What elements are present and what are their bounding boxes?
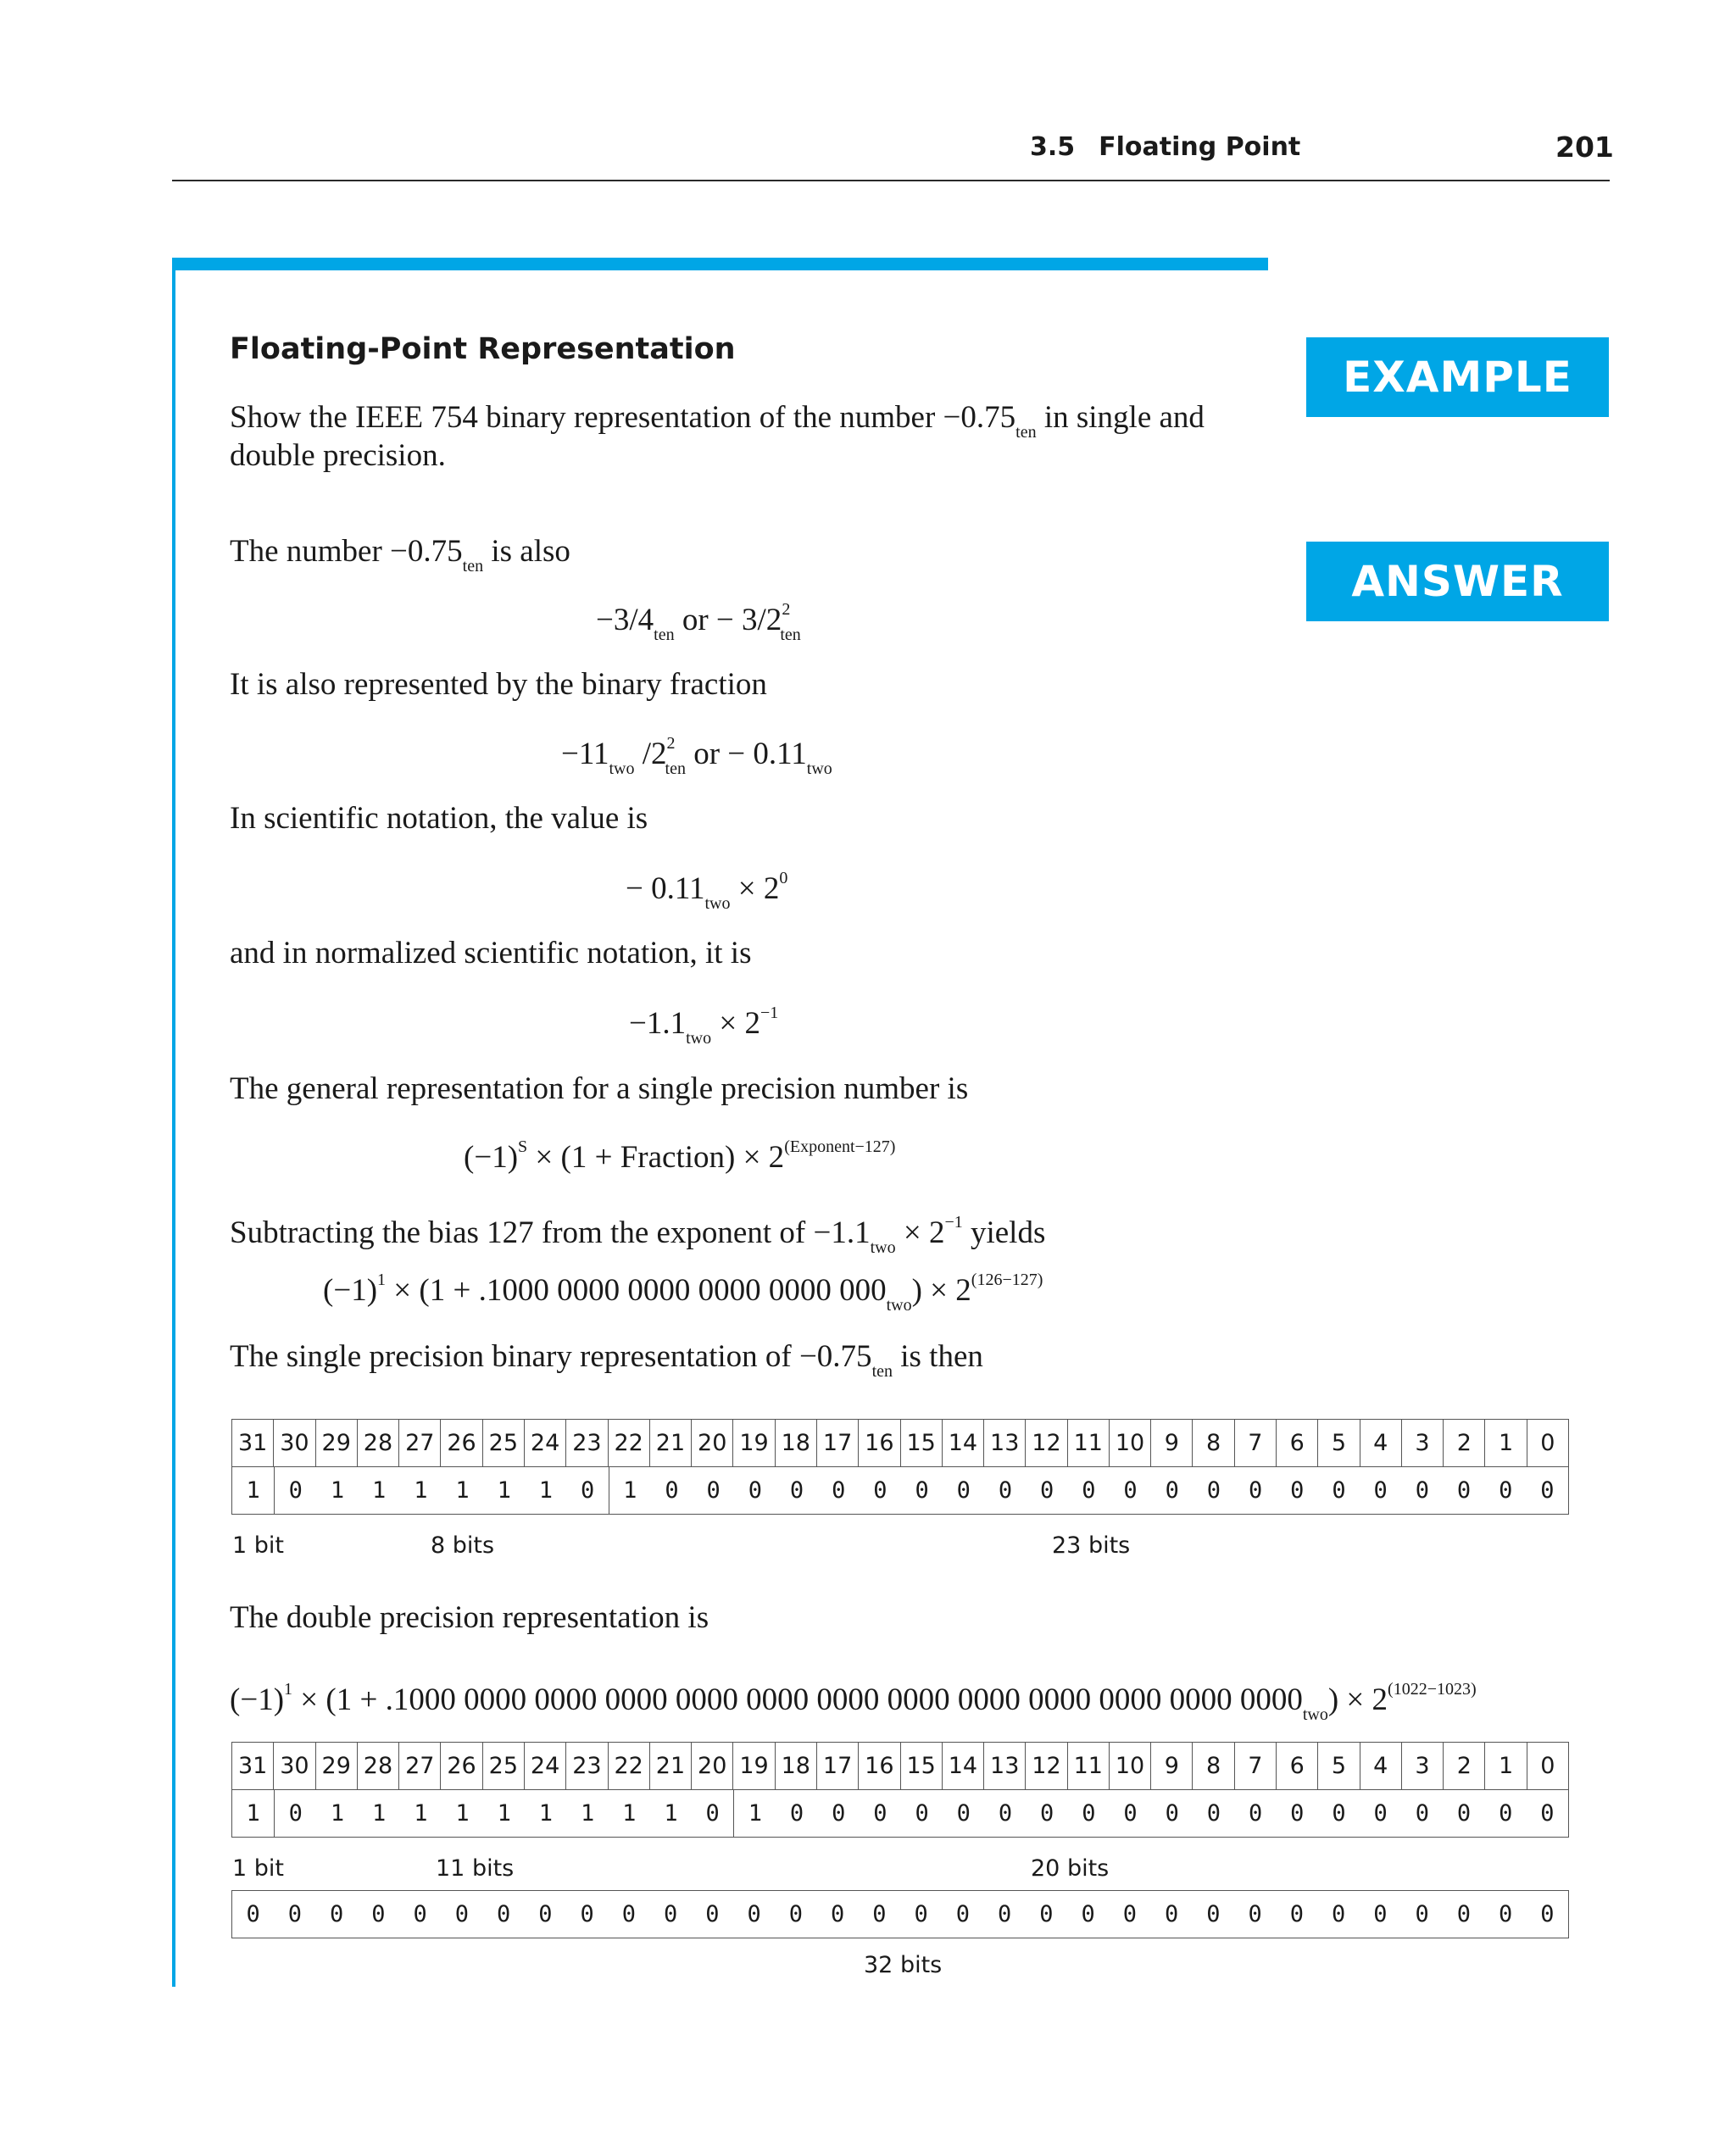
- text: /2: [634, 737, 667, 771]
- subscript: two: [806, 759, 832, 778]
- bit-cell: 17: [817, 1420, 859, 1466]
- bit-cell: 2: [1444, 1420, 1485, 1466]
- text: × (1 + .1000 0000 0000 0000 0000 0000 0000 0000 0000 0000 0000 0000 0000: [292, 1682, 1303, 1717]
- bit-cell: 1: [455, 1477, 470, 1504]
- example-left-bar: [172, 258, 175, 1987]
- answer-para-3: In scientific notation, the value is: [230, 801, 648, 836]
- bit-cell: 0: [873, 1800, 887, 1827]
- bit-cell: 1: [414, 1800, 428, 1827]
- header-rule: [172, 180, 1610, 181]
- bit-cell: 16: [859, 1743, 900, 1789]
- answer-para-6: [230, 1204, 1045, 1267]
- text: −1.1: [629, 1006, 687, 1041]
- bit-cell: 1: [414, 1477, 428, 1504]
- bit-cell: 0: [1206, 1901, 1221, 1927]
- bit-cell: 0: [288, 1477, 303, 1504]
- text: (−1): [323, 1273, 378, 1308]
- equation-1: [596, 600, 801, 645]
- bit-cell: 0: [1039, 1901, 1054, 1927]
- bit-cell: 0: [915, 1477, 929, 1504]
- bit-cell: 0: [1456, 1901, 1471, 1927]
- bit-cell: 0: [747, 1901, 761, 1927]
- bit-cell: 9: [1151, 1420, 1193, 1466]
- bit-cell: 22: [609, 1420, 650, 1466]
- double-exponent-label: 11 bits: [436, 1855, 515, 1882]
- bit-cell: 26: [441, 1420, 482, 1466]
- bit-cell: 1: [538, 1800, 554, 1827]
- bit-cell: 1: [1485, 1420, 1527, 1466]
- answer-para-2: It is also represented by the binary fraction: [230, 667, 767, 702]
- bit-cell: 0: [580, 1901, 594, 1927]
- subscript: two: [1302, 1705, 1328, 1724]
- bit-cell: 7: [1235, 1420, 1277, 1466]
- bit-cell: 28: [358, 1420, 399, 1466]
- bit-cell: 0: [538, 1901, 553, 1927]
- bit-cell: 0: [1289, 1901, 1304, 1927]
- bit-cell: 4: [1360, 1420, 1402, 1466]
- bit-cell: 21: [650, 1420, 692, 1466]
- bit-cell: 8: [1193, 1420, 1234, 1466]
- subscript: two: [704, 894, 731, 913]
- answer-para-5: The general representation for a single precision number is: [230, 1071, 969, 1106]
- single-fraction-label: 23 bits: [1052, 1532, 1131, 1559]
- bit-cell: 0: [1331, 1901, 1346, 1927]
- bit-cell: 0: [1373, 1800, 1388, 1827]
- bit-cell: 1: [580, 1800, 595, 1827]
- bit-cell: 0: [665, 1477, 679, 1504]
- bit-cell: 0: [663, 1901, 678, 1927]
- bit-cell: 0: [288, 1800, 303, 1827]
- text: ) × 2: [911, 1273, 971, 1308]
- bit-cell: 0: [1082, 1800, 1096, 1827]
- double-bit-value-row-high: [231, 1789, 1569, 1838]
- bit-cell: 0: [1290, 1477, 1305, 1504]
- subscript: two: [609, 759, 635, 778]
- bit-cell: 1: [330, 1477, 345, 1504]
- bit-cell: 1: [372, 1477, 387, 1504]
- bit-cell: 18: [776, 1743, 817, 1789]
- bit-cell: 0: [998, 1800, 1013, 1827]
- bit-cell: 1: [497, 1477, 511, 1504]
- bit-cell: 20: [692, 1743, 733, 1789]
- equation-5: [464, 1137, 895, 1176]
- text: × 2: [711, 1006, 760, 1041]
- bit-cell: 0: [413, 1901, 427, 1927]
- superscript: 1: [284, 1680, 293, 1699]
- bit-cell: 0: [1332, 1800, 1346, 1827]
- bit-cell: 2: [1444, 1743, 1485, 1789]
- text: ) × 2: [1327, 1682, 1388, 1717]
- bit-cell: 30: [274, 1743, 315, 1789]
- bit-cell: 0: [748, 1477, 762, 1504]
- subscript: ten: [665, 759, 686, 778]
- bit-cell: 0: [496, 1901, 511, 1927]
- bit-cell: 0: [692, 1790, 734, 1837]
- bit-cell: 1: [330, 1800, 345, 1827]
- bit-cell: 0: [1248, 1901, 1262, 1927]
- bit-cell: 0: [454, 1901, 469, 1927]
- subscript: two: [686, 1029, 712, 1048]
- bit-cell: 3: [1402, 1420, 1444, 1466]
- subscript: ten: [871, 1362, 893, 1381]
- subscript: two: [886, 1296, 912, 1315]
- bit-cell: 0: [1415, 1800, 1429, 1827]
- double-sign-label: 1 bit: [232, 1855, 284, 1882]
- bit-cell: 1: [538, 1477, 554, 1504]
- subscript: two: [870, 1238, 896, 1257]
- bit-cell: 0: [789, 1477, 804, 1504]
- bit-cell: 1: [623, 1477, 637, 1504]
- bit-cell: 26: [441, 1743, 482, 1789]
- bit-cell: 21: [650, 1743, 692, 1789]
- bit-cell: 15: [901, 1420, 943, 1466]
- single-exponent-label: 8 bits: [431, 1532, 495, 1559]
- bit-cell: 0: [1415, 1901, 1429, 1927]
- text: × 2: [730, 871, 780, 906]
- text: − 0.11: [626, 871, 705, 906]
- superscript: 1: [377, 1271, 387, 1289]
- text: Subtracting the bias 127 from the exponent of −1.1: [230, 1215, 871, 1250]
- equation-6: [323, 1271, 1043, 1315]
- single-sign-label: 1 bit: [232, 1532, 284, 1559]
- bit-cell: 1: [664, 1800, 678, 1827]
- bit-cell: 17: [817, 1743, 859, 1789]
- bit-cell: 0: [1373, 1477, 1388, 1504]
- bit-cell: 9: [1151, 1743, 1193, 1789]
- double-low-label: 32 bits: [864, 1952, 943, 1978]
- bit-cell: 0: [1415, 1477, 1429, 1504]
- bit-cell: 1: [622, 1800, 637, 1827]
- answer-para-7: [230, 1337, 983, 1391]
- bit-cell: 25: [483, 1743, 525, 1789]
- bit-cell: 0: [1122, 1901, 1137, 1927]
- equation-7: [230, 1680, 1477, 1725]
- bit-cell: 3: [1402, 1743, 1444, 1789]
- superscript: 2: [782, 600, 791, 619]
- bit-cell: 0: [1540, 1430, 1555, 1456]
- example-tag: EXAMPLE: [1306, 337, 1609, 417]
- bit-cell: 0: [706, 1477, 721, 1504]
- bit-cell: 0: [788, 1901, 803, 1927]
- bit-cell: 0: [1123, 1800, 1138, 1827]
- bit-cell: 23: [566, 1743, 608, 1789]
- equation-4: [629, 1004, 778, 1048]
- bit-cell: 1: [497, 1800, 511, 1827]
- single-bit-index-row: [231, 1419, 1569, 1467]
- bit-cell: 24: [525, 1420, 566, 1466]
- answer-para-1: [230, 532, 570, 586]
- bit-cell: 0: [956, 1800, 971, 1827]
- bit-cell: 0: [329, 1901, 344, 1927]
- subscript: ten: [462, 557, 484, 576]
- superscript: 0: [779, 869, 788, 887]
- bit-cell: 0: [997, 1901, 1012, 1927]
- bit-cell: 0: [1540, 1753, 1555, 1779]
- bit-cell: 1: [1485, 1743, 1527, 1789]
- bit-cell: 24: [525, 1743, 566, 1789]
- double-bit-value-row-low: [231, 1890, 1569, 1938]
- bit-cell: 0: [1332, 1477, 1346, 1504]
- bit-cell: 0: [1373, 1901, 1388, 1927]
- bit-cell: 0: [915, 1800, 929, 1827]
- superscript: (Exponent−127): [784, 1137, 896, 1156]
- bit-cell: 0: [872, 1901, 887, 1927]
- bit-cell: 0: [956, 1477, 971, 1504]
- bit-cell: 0: [1456, 1800, 1472, 1827]
- double-bit-index-row: [231, 1742, 1569, 1790]
- superscript: S: [518, 1137, 528, 1156]
- bit-cell: 18: [776, 1420, 817, 1466]
- subscript: ten: [654, 626, 675, 644]
- bit-cell: 19: [733, 1743, 775, 1789]
- bit-cell: 0: [1540, 1901, 1555, 1927]
- bit-cell: 29: [316, 1743, 358, 1789]
- double-fraction-label: 20 bits: [1031, 1855, 1110, 1882]
- bit-cell: 14: [943, 1743, 984, 1789]
- answer-para-8: The double precision representation is: [230, 1600, 709, 1635]
- bit-cell: 0: [1040, 1477, 1054, 1504]
- bit-cell: 0: [1206, 1800, 1221, 1827]
- bit-cell: 29: [316, 1420, 358, 1466]
- bit-cell: 5: [1318, 1743, 1360, 1789]
- bit-cell: 30: [274, 1420, 315, 1466]
- answer-para-4: and in normalized scientific notation, it is: [230, 936, 752, 970]
- bit-cell: 22: [609, 1743, 650, 1789]
- bit-cell: 13: [984, 1743, 1026, 1789]
- bit-cell: 0: [832, 1477, 846, 1504]
- bit-cell: 6: [1277, 1743, 1318, 1789]
- text: yields: [962, 1215, 1046, 1250]
- bit-cell: 0: [914, 1901, 928, 1927]
- text: −3/4: [596, 603, 654, 637]
- text: or − 0.11: [685, 737, 807, 771]
- text: −11: [561, 737, 609, 771]
- bit-cell: 0: [1499, 1477, 1513, 1504]
- bit-cell: 0: [830, 1901, 845, 1927]
- bit-cell: 31: [232, 1743, 274, 1789]
- bit-cell: 23: [566, 1420, 608, 1466]
- bit-cell: 0: [789, 1800, 804, 1827]
- bit-cell: 20: [692, 1420, 733, 1466]
- bit-cell: 0: [1206, 1477, 1221, 1504]
- section-number: 3.5: [1030, 132, 1076, 162]
- bit-cell: 0: [1248, 1800, 1263, 1827]
- superscript: −1: [760, 1004, 779, 1022]
- text: × 2: [895, 1215, 945, 1250]
- bit-cell: 25: [483, 1420, 525, 1466]
- bit-cell: 0: [1290, 1800, 1305, 1827]
- subscript: ten: [1015, 423, 1037, 442]
- equation-3: [626, 869, 787, 914]
- section-title: Floating Point: [1099, 132, 1301, 162]
- answer-tag: ANSWER: [1306, 542, 1609, 621]
- bit-cell: 6: [1277, 1420, 1318, 1466]
- text: (−1): [464, 1140, 519, 1175]
- bit-cell: 28: [358, 1743, 399, 1789]
- bit-cell: 0: [1123, 1477, 1138, 1504]
- bit-cell: 0: [1040, 1800, 1054, 1827]
- text: × (1 + Fraction) × 2: [527, 1140, 785, 1175]
- text: or − 3/2: [674, 603, 782, 637]
- bit-cell: 0: [1498, 1901, 1513, 1927]
- text: × (1 + .1000 0000 0000 0000 0000 000: [386, 1273, 887, 1308]
- bit-cell: 0: [1081, 1901, 1095, 1927]
- superscript: −1: [944, 1213, 963, 1232]
- bit-cell: 1: [455, 1800, 470, 1827]
- bit-cell: 7: [1235, 1743, 1277, 1789]
- text: is then: [893, 1339, 983, 1374]
- bit-cell: 11: [1068, 1420, 1110, 1466]
- bit-cell: 0: [287, 1901, 302, 1927]
- text: The single precision binary representation of −0.75: [230, 1339, 872, 1374]
- text: in single and: [1036, 400, 1205, 435]
- bit-cell: 1: [372, 1800, 387, 1827]
- example-top-bar: [172, 258, 1268, 270]
- bit-cell: 0: [1540, 1477, 1555, 1504]
- bit-cell: 0: [1499, 1800, 1513, 1827]
- bit-cell: 0: [621, 1901, 636, 1927]
- superscript: (1022−1023): [1388, 1680, 1477, 1699]
- bit-cell: 0: [1165, 1477, 1179, 1504]
- bit-cell: 0: [705, 1901, 720, 1927]
- bit-cell: 13: [984, 1420, 1026, 1466]
- text: Show the IEEE 754 binary representation of the number −0.75: [230, 400, 1016, 435]
- bit-cell: 0: [998, 1477, 1013, 1504]
- bit-cell: 8: [1193, 1743, 1234, 1789]
- bit-cell: 0: [873, 1477, 887, 1504]
- bit-cell: 15: [901, 1743, 943, 1789]
- bit-cell: 0: [246, 1901, 260, 1927]
- bit-cell: 27: [399, 1743, 441, 1789]
- text: (−1): [230, 1682, 285, 1717]
- bit-cell: 0: [1164, 1901, 1179, 1927]
- subscript: ten: [780, 626, 801, 644]
- bit-cell: 1: [232, 1467, 275, 1514]
- bit-cell: 31: [232, 1420, 274, 1466]
- bit-cell: 4: [1360, 1743, 1402, 1789]
- bit-cell: 10: [1110, 1420, 1151, 1466]
- bit-cell: 0: [1248, 1477, 1263, 1504]
- bit-cell: 19: [733, 1420, 775, 1466]
- example-title: Floating-Point Representation: [230, 332, 736, 366]
- text: The number −0.75: [230, 534, 463, 569]
- bit-cell: 5: [1318, 1420, 1360, 1466]
- bit-cell: 0: [1165, 1800, 1179, 1827]
- bit-cell: 1: [748, 1800, 762, 1827]
- bit-cell: 27: [399, 1420, 441, 1466]
- equation-2: [561, 734, 832, 779]
- single-bit-value-row: [231, 1466, 1569, 1515]
- text: is also: [483, 534, 570, 569]
- bit-cell: 0: [1082, 1477, 1096, 1504]
- bit-cell: 0: [955, 1901, 970, 1927]
- bit-cell: 0: [832, 1800, 846, 1827]
- bit-cell: 0: [567, 1467, 609, 1514]
- bit-cell: 11: [1068, 1743, 1110, 1789]
- bit-cell: 12: [1026, 1420, 1067, 1466]
- superscript: 2: [666, 734, 676, 753]
- bit-cell: 0: [371, 1901, 386, 1927]
- bit-cell: 1: [232, 1790, 275, 1837]
- bit-cell: 14: [943, 1420, 984, 1466]
- bit-cell: 12: [1026, 1743, 1067, 1789]
- question-line-2: double precision.: [230, 438, 446, 473]
- superscript: (126−127): [971, 1271, 1043, 1289]
- page-number: 201: [1555, 131, 1614, 164]
- running-header: [1030, 132, 1300, 162]
- bit-cell: 16: [859, 1420, 900, 1466]
- bit-cell: 0: [1540, 1800, 1555, 1827]
- bit-cell: 10: [1110, 1743, 1151, 1789]
- bit-cell: 0: [1456, 1477, 1472, 1504]
